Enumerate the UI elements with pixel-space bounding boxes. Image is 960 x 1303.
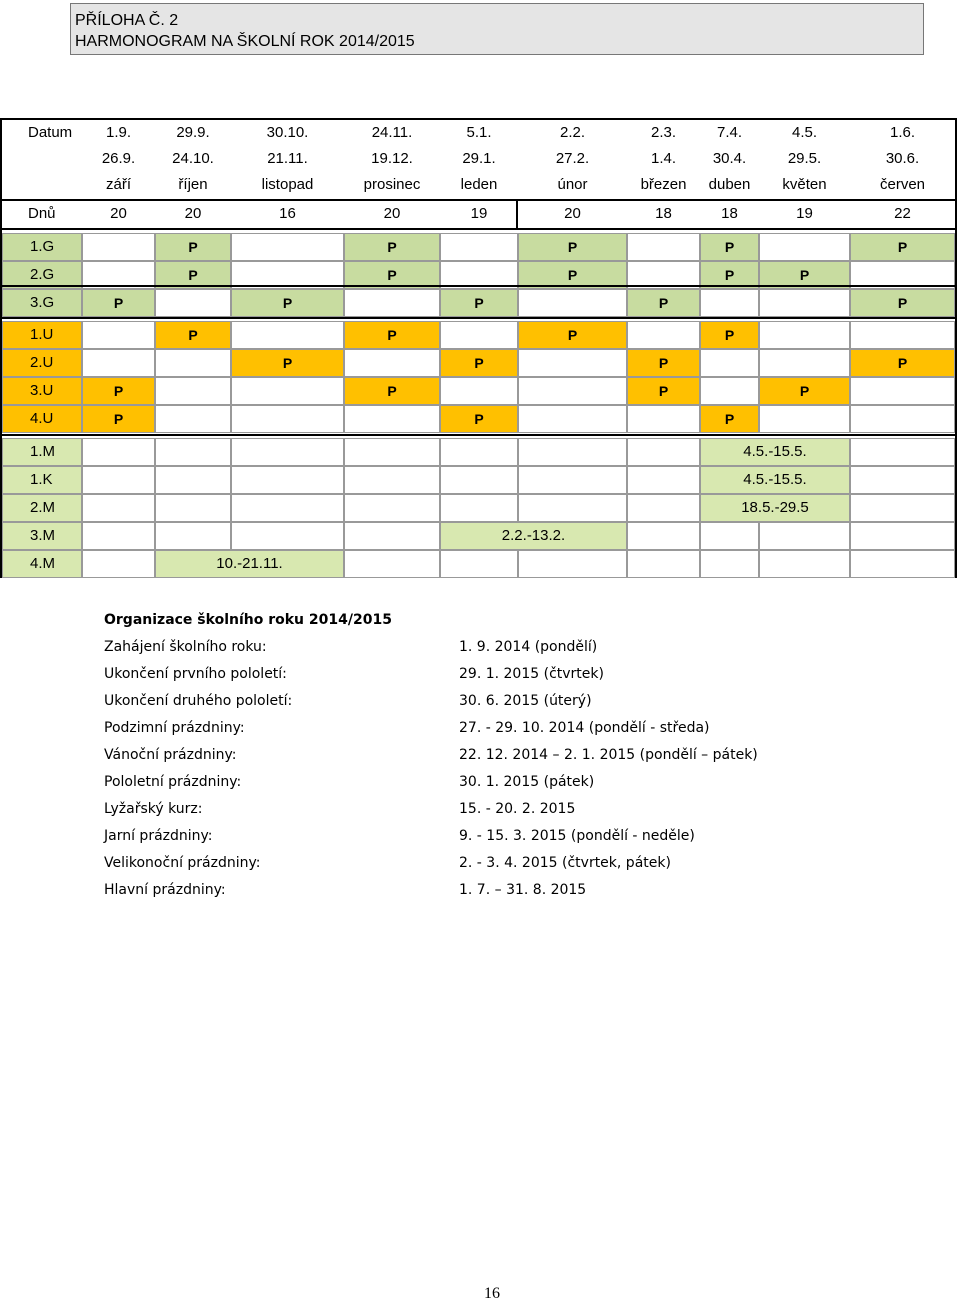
schedule-cell: P <box>700 233 759 261</box>
organization-item-value: 30. 6. 2015 (úterý) <box>459 693 592 709</box>
period-days: 20 <box>110 205 127 222</box>
period-start: 2.3. <box>650 124 677 141</box>
period-end: 29.1. <box>462 150 496 167</box>
organization-item-key: Ukončení druhého pololetí: <box>104 693 293 709</box>
schedule-cell <box>344 466 440 494</box>
schedule-cell: P <box>82 289 155 317</box>
organization-item-key: Hlavní prázdniny: <box>104 882 226 898</box>
schedule-cell <box>440 438 518 466</box>
organization-title: Organizace školního roku 2014/2015 <box>104 612 392 628</box>
document-header <box>70 3 924 55</box>
period-end: 19.12. <box>371 150 413 167</box>
schedule-cell: P <box>440 289 518 317</box>
period-month: březen <box>640 176 687 193</box>
schedule-cell: P <box>344 321 440 349</box>
class-row-label: 2.U <box>2 349 82 377</box>
schedule-cell <box>627 494 700 522</box>
schedule-cell <box>231 522 344 550</box>
schedule-table <box>0 118 957 578</box>
schedule-cell <box>627 405 700 433</box>
schedule-cell <box>440 233 518 261</box>
schedule-cell <box>759 289 850 317</box>
period-days: 20 <box>383 205 401 222</box>
schedule-cell <box>627 466 700 494</box>
period-month: červen <box>879 176 926 193</box>
organization-item <box>104 719 710 746</box>
schedule-cell: P <box>344 377 440 405</box>
period-end: 30.6. <box>885 150 920 167</box>
class-row-label: 4.M <box>2 550 82 578</box>
schedule-cell <box>155 438 231 466</box>
table-divider <box>516 201 518 229</box>
period-end: 1.4. <box>650 150 677 167</box>
class-row-label: 1.K <box>2 466 82 494</box>
organization-item-value: 2. - 3. 4. 2015 (čtvrtek, pátek) <box>459 855 671 871</box>
schedule-cell <box>759 321 850 349</box>
organization-item-key: Vánoční prázdniny: <box>104 747 237 763</box>
schedule-cell <box>344 550 440 578</box>
schedule-cell <box>759 405 850 433</box>
period-start: 7.4. <box>716 124 743 141</box>
schedule-cell: P <box>155 261 231 289</box>
schedule-cell <box>440 466 518 494</box>
schedule-cell: P <box>82 405 155 433</box>
schedule-cell <box>518 550 627 578</box>
schedule-cell <box>82 438 155 466</box>
schedule-cell: P <box>627 349 700 377</box>
schedule-cell <box>231 233 344 261</box>
schedule-cell <box>344 494 440 522</box>
organization-item <box>104 800 576 827</box>
schedule-cell <box>440 494 518 522</box>
period-month: říjen <box>178 176 208 193</box>
schedule-cell: P <box>440 405 518 433</box>
period-days: 19 <box>470 205 488 222</box>
schedule-cell <box>231 438 344 466</box>
group-divider <box>2 285 955 287</box>
schedule-cell <box>231 405 344 433</box>
schedule-cell <box>700 349 759 377</box>
schedule-cell: P <box>440 349 518 377</box>
schedule-cell <box>850 321 955 349</box>
organization-item-value: 1. 7. – 31. 8. 2015 <box>459 882 587 898</box>
schedule-cell <box>627 522 700 550</box>
period-days: 18 <box>655 205 672 222</box>
schedule-cell: P <box>82 377 155 405</box>
class-row-label: 3.G <box>2 289 82 317</box>
class-row-label: 4.U <box>2 405 82 433</box>
schedule-cell <box>344 289 440 317</box>
schedule-cell <box>155 466 231 494</box>
event-cell: 10.-21.11. <box>155 550 344 578</box>
schedule-cell <box>700 550 759 578</box>
schedule-cell <box>231 377 344 405</box>
schedule-cell <box>82 550 155 578</box>
datum-label: Datum <box>28 124 73 141</box>
group-divider <box>2 317 955 319</box>
schedule-cell <box>231 466 344 494</box>
schedule-cell: P <box>344 233 440 261</box>
period-end: 27.2. <box>555 150 590 167</box>
schedule-cell <box>155 349 231 377</box>
schedule-cell: P <box>850 349 955 377</box>
period-month: prosinec <box>363 176 421 193</box>
organization-item <box>104 638 598 665</box>
schedule-cell: P <box>231 289 344 317</box>
class-row-label: 2.M <box>2 494 82 522</box>
schedule-cell: P <box>759 377 850 405</box>
schedule-cell <box>155 289 231 317</box>
organization-list <box>104 638 758 908</box>
period-start: 4.5. <box>791 124 818 141</box>
period-days: 22 <box>894 205 911 222</box>
organization-item-key: Ukončení prvního pololetí: <box>104 666 287 682</box>
period-days: 16 <box>279 205 296 222</box>
organization-item <box>104 881 587 908</box>
period-start: 1.9. <box>105 124 132 141</box>
period-days: 20 <box>184 205 202 222</box>
schedule-cell: P <box>344 261 440 289</box>
schedule-cell <box>518 466 627 494</box>
organization-item-key: Jarní prázdniny: <box>104 828 213 844</box>
organization-item <box>104 827 695 854</box>
schedule-cell <box>627 233 700 261</box>
period-end: 21.11. <box>267 150 308 167</box>
schedule-cell <box>518 349 627 377</box>
organization-item-key: Zahájení školního roku: <box>104 639 267 655</box>
schedule-cell: P <box>231 349 344 377</box>
organization-item <box>104 665 604 692</box>
period-start: 5.1. <box>466 124 492 141</box>
schedule-cell <box>850 438 955 466</box>
schedule-cell <box>518 405 627 433</box>
organization-item-value: 30. 1. 2015 (pátek) <box>459 774 595 790</box>
schedule-cell <box>155 522 231 550</box>
schedule-cell <box>850 377 955 405</box>
schedule-cell: P <box>850 233 955 261</box>
schedule-cell: P <box>850 289 955 317</box>
organization-item-value: 27. - 29. 10. 2014 (pondělí - středa) <box>459 720 710 736</box>
organization-section <box>104 612 758 908</box>
schedule-cell <box>850 522 955 550</box>
schedule-cell <box>82 349 155 377</box>
schedule-cell <box>759 550 850 578</box>
period-days: 20 <box>564 205 581 222</box>
schedule-cell: P <box>155 321 231 349</box>
schedule-cell <box>700 289 759 317</box>
schedule-cell <box>344 438 440 466</box>
period-start: 24.11. <box>371 124 413 141</box>
schedule-cell <box>231 321 344 349</box>
header-title-line1: PŘÍLOHA Č. 2 <box>75 12 179 29</box>
event-cell: 4.5.-15.5. <box>700 438 850 466</box>
organization-item-value: 29. 1. 2015 (čtvrtek) <box>459 666 604 682</box>
schedule-cell: P <box>518 261 627 289</box>
organization-item <box>104 854 671 881</box>
schedule-cell <box>440 321 518 349</box>
class-row-label: 3.M <box>2 522 82 550</box>
schedule-cell: P <box>627 377 700 405</box>
period-start: 1.6. <box>889 124 916 141</box>
schedule-cell <box>82 466 155 494</box>
days-label: Dnů <box>28 205 56 222</box>
organization-item-value: 15. - 20. 2. 2015 <box>459 801 576 817</box>
schedule-cell <box>518 494 627 522</box>
schedule-cell <box>155 377 231 405</box>
schedule-cell <box>440 550 518 578</box>
period-end: 26.9. <box>101 150 136 167</box>
period-month: listopad <box>261 176 314 193</box>
organization-item-key: Velikonoční prázdniny: <box>104 855 261 871</box>
schedule-cell <box>155 494 231 522</box>
page-number: 16 <box>484 1285 500 1302</box>
schedule-cell <box>850 466 955 494</box>
schedule-cell <box>344 349 440 377</box>
schedule-cell: P <box>518 321 627 349</box>
organization-item <box>104 692 592 719</box>
organization-item-value: 1. 9. 2014 (pondělí) <box>459 639 598 655</box>
schedule-cell <box>440 377 518 405</box>
schedule-cell: P <box>759 261 850 289</box>
schedule-cell: P <box>518 233 627 261</box>
period-end: 30.4. <box>712 150 747 167</box>
period-month: září <box>105 176 131 193</box>
period-start: 29.9. <box>176 124 210 141</box>
schedule-cell <box>700 377 759 405</box>
period-month: únor <box>557 176 588 193</box>
schedule-cell <box>518 377 627 405</box>
period-start: 2.2. <box>559 124 586 141</box>
schedule-cell <box>627 438 700 466</box>
schedule-cell <box>700 522 759 550</box>
schedule-cell <box>850 550 955 578</box>
class-row-label: 3.U <box>2 377 82 405</box>
period-end: 29.5. <box>787 150 822 167</box>
organization-item <box>104 773 595 800</box>
schedule-cell <box>759 233 850 261</box>
schedule-cell <box>759 522 850 550</box>
organization-item-value: 22. 12. 2014 – 2. 1. 2015 (pondělí – pátek) <box>459 747 758 763</box>
schedule-cell: P <box>627 289 700 317</box>
schedule-cell <box>850 494 955 522</box>
schedule-cell <box>82 321 155 349</box>
organization-item-value: 9. - 15. 3. 2015 (pondělí - neděle) <box>459 828 695 844</box>
period-end: 24.10. <box>172 150 214 167</box>
class-row-label: 1.G <box>2 233 82 261</box>
period-days: 18 <box>721 205 738 222</box>
class-row-label: 1.M <box>2 438 82 466</box>
event-cell: 18.5.-29.5 <box>700 494 850 522</box>
schedule-cell <box>759 349 850 377</box>
schedule-cell: P <box>700 321 759 349</box>
schedule-cell <box>82 494 155 522</box>
schedule-cell <box>627 321 700 349</box>
period-month: leden <box>460 176 498 193</box>
event-cell: 4.5.-15.5. <box>700 466 850 494</box>
header-title-line2: HARMONOGRAM NA ŠKOLNÍ ROK 2014/2015 <box>75 33 415 50</box>
schedule-cell: P <box>700 405 759 433</box>
schedule-cell <box>518 438 627 466</box>
schedule-cell <box>344 405 440 433</box>
period-days: 19 <box>796 205 813 222</box>
organization-item-key: Pololetní prázdniny: <box>104 774 242 790</box>
schedule-cell: P <box>700 261 759 289</box>
event-cell: 2.2.-13.2. <box>440 522 627 550</box>
organization-item <box>104 746 758 773</box>
organization-item-key: Podzimní prázdniny: <box>104 720 245 736</box>
class-row-label: 1.U <box>2 321 82 349</box>
schedule-cell <box>82 522 155 550</box>
schedule-cell <box>850 405 955 433</box>
schedule-cell <box>231 494 344 522</box>
schedule-cell: P <box>155 233 231 261</box>
schedule-cell <box>82 233 155 261</box>
schedule-cell <box>627 550 700 578</box>
schedule-cell <box>344 522 440 550</box>
group-divider <box>2 434 955 436</box>
organization-item-key: Lyžařský kurz: <box>104 801 203 817</box>
period-month: květen <box>782 176 827 193</box>
class-row-label: 2.G <box>2 261 82 289</box>
period-month: duben <box>708 176 751 193</box>
period-start: 30.10. <box>266 124 309 141</box>
schedule-cell <box>155 405 231 433</box>
table-divider <box>2 228 955 230</box>
schedule-cell <box>518 289 627 317</box>
